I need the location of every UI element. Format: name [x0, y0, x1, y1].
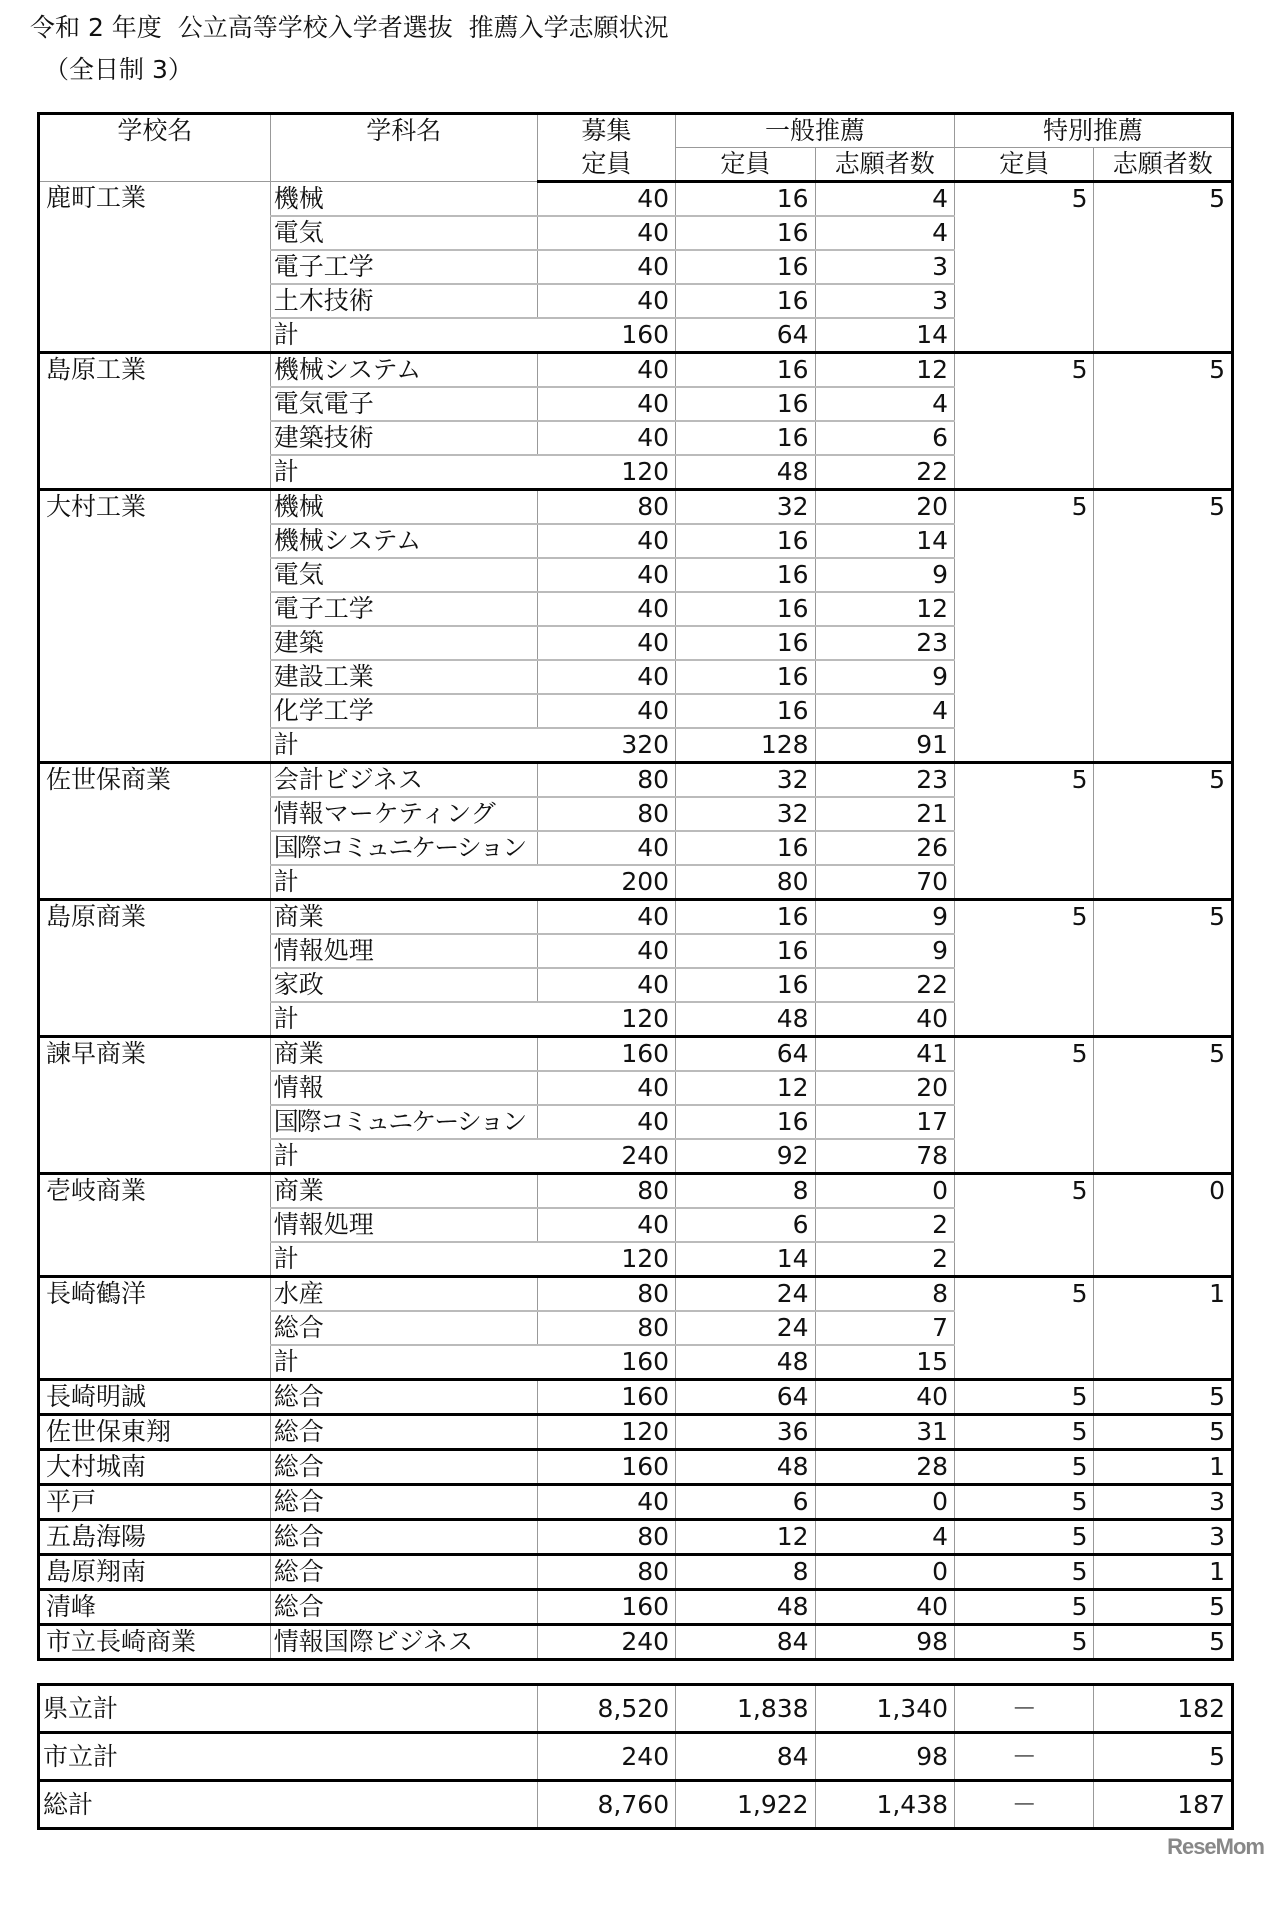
header-capacity-top: 募集: [537, 114, 675, 148]
capacity: 160: [537, 1450, 675, 1485]
general-quota: 16: [676, 934, 815, 968]
general-applicants: 4: [815, 1520, 954, 1555]
general-applicants: 4: [815, 182, 954, 217]
general-quota: 16: [676, 182, 815, 217]
special-applicants: 3: [1094, 1520, 1233, 1555]
general-applicants: 8: [815, 1277, 954, 1312]
special-applicants: 5: [1094, 900, 1233, 1037]
recommendation-applicants-table: [37, 112, 1234, 1661]
department-name: 電気: [270, 558, 537, 592]
total-label: 計: [270, 1345, 537, 1380]
table-row: [39, 1450, 1233, 1485]
department-name: 情報処理: [270, 1208, 537, 1242]
school-name: 佐世保東翔: [39, 1415, 271, 1450]
total-capacity: 120: [537, 455, 675, 490]
general-applicants: 98: [815, 1625, 954, 1660]
general-applicants: 23: [815, 763, 954, 798]
header-capacity-bottom: 定員: [537, 148, 675, 182]
special-applicants: 5: [1094, 1625, 1233, 1660]
general-applicants: 3: [815, 284, 954, 318]
summary-capacity: 240: [537, 1733, 675, 1781]
summary-capacity: 8,760: [537, 1781, 675, 1829]
total-label: 計: [270, 865, 537, 900]
resemom-watermark-logo: ReseMom: [1167, 1834, 1264, 1859]
table-row: [39, 182, 1233, 217]
capacity: 40: [537, 216, 675, 250]
tables-container: [37, 112, 1264, 1860]
total-capacity: 160: [537, 1345, 675, 1380]
summary-general-applicants: 1,438: [815, 1781, 954, 1829]
summary-blank-cell: [270, 1781, 537, 1829]
summary-special-applicants: 182: [1094, 1685, 1233, 1733]
table-row: [39, 1277, 1233, 1312]
department-name: 総合: [270, 1590, 537, 1625]
table-row: [39, 1590, 1233, 1625]
special-quota: 5: [955, 1415, 1094, 1450]
capacity: 240: [537, 1625, 675, 1660]
general-applicants: 41: [815, 1037, 954, 1072]
summary-blank-cell: [270, 1733, 537, 1781]
special-quota: 5: [955, 900, 1094, 1037]
department-name: 商業: [270, 1037, 537, 1072]
total-general-applicants: 78: [815, 1139, 954, 1174]
general-quota: 16: [676, 660, 815, 694]
capacity: 40: [537, 900, 675, 935]
table-row: [39, 1174, 1233, 1209]
total-general-applicants: 22: [815, 455, 954, 490]
summary-general-quota: 1,922: [676, 1781, 815, 1829]
capacity: 40: [537, 524, 675, 558]
general-quota: 16: [676, 1105, 815, 1139]
department-name: 土木技術: [270, 284, 537, 318]
summary-row: [39, 1781, 1233, 1829]
special-quota: 5: [955, 1450, 1094, 1485]
capacity: 40: [537, 1071, 675, 1105]
special-quota: 5: [955, 1555, 1094, 1590]
total-label: 計: [270, 1242, 537, 1277]
header-school: 学校名: [39, 114, 271, 182]
general-applicants: 0: [815, 1174, 954, 1209]
header-special-quota: 定員: [955, 148, 1094, 182]
special-applicants: 1: [1094, 1450, 1233, 1485]
department-name: 電気: [270, 216, 537, 250]
department-name: 機械システム: [270, 353, 537, 388]
general-quota: 32: [676, 490, 815, 525]
general-applicants: 9: [815, 900, 954, 935]
capacity: 40: [537, 694, 675, 728]
special-quota: 5: [955, 1590, 1094, 1625]
department-name: 国際コミュニケーション: [270, 1105, 537, 1139]
table-row: [39, 900, 1233, 935]
department-name: 商業: [270, 1174, 537, 1209]
general-applicants: 4: [815, 387, 954, 421]
capacity: 160: [537, 1037, 675, 1072]
total-general-quota: 80: [676, 865, 815, 900]
general-quota: 12: [676, 1520, 815, 1555]
capacity: 40: [537, 831, 675, 865]
special-applicants: 1: [1094, 1277, 1233, 1380]
school-name: 平戸: [39, 1485, 271, 1520]
general-quota: 16: [676, 968, 815, 1002]
summary-general-quota: 1,838: [676, 1685, 815, 1733]
summary-capacity: 8,520: [537, 1685, 675, 1733]
school-name: 長崎明誠: [39, 1380, 271, 1415]
general-applicants: 7: [815, 1311, 954, 1345]
summary-row: [39, 1685, 1233, 1733]
general-applicants: 12: [815, 353, 954, 388]
general-quota: 16: [676, 216, 815, 250]
general-quota: 16: [676, 694, 815, 728]
total-general-applicants: 15: [815, 1345, 954, 1380]
department-name: 会計ビジネス: [270, 763, 537, 798]
department-name: 総合: [270, 1311, 537, 1345]
general-quota: 48: [676, 1590, 815, 1625]
total-capacity: 120: [537, 1242, 675, 1277]
total-capacity: 320: [537, 728, 675, 763]
capacity: 40: [537, 592, 675, 626]
capacity: 120: [537, 1415, 675, 1450]
table-row: [39, 490, 1233, 525]
total-label: 計: [270, 455, 537, 490]
total-label: 計: [270, 728, 537, 763]
capacity: 40: [537, 1485, 675, 1520]
department-name: 情報マーケティング: [270, 797, 537, 831]
total-label: 計: [270, 1139, 537, 1174]
special-quota: 5: [955, 182, 1094, 353]
capacity: 80: [537, 1174, 675, 1209]
special-quota: 5: [955, 1520, 1094, 1555]
capacity: 40: [537, 968, 675, 1002]
capacity: 160: [537, 1380, 675, 1415]
general-applicants: 22: [815, 968, 954, 1002]
total-general-applicants: 14: [815, 318, 954, 353]
capacity: 40: [537, 353, 675, 388]
capacity: 40: [537, 558, 675, 592]
special-quota: 5: [955, 1485, 1094, 1520]
school-name: 鹿町工業: [39, 182, 271, 353]
total-general-quota: 14: [676, 1242, 815, 1277]
school-name: 島原工業: [39, 353, 271, 490]
total-capacity: 240: [537, 1139, 675, 1174]
summary-general-applicants: 1,340: [815, 1685, 954, 1733]
total-general-quota: 48: [676, 1345, 815, 1380]
general-quota: 12: [676, 1071, 815, 1105]
general-quota: 16: [676, 831, 815, 865]
capacity: 160: [537, 1590, 675, 1625]
special-quota: 5: [955, 490, 1094, 763]
general-quota: 32: [676, 797, 815, 831]
department-name: 水産: [270, 1277, 537, 1312]
general-applicants: 23: [815, 626, 954, 660]
general-quota: 6: [676, 1485, 815, 1520]
school-name: 佐世保商業: [39, 763, 271, 900]
general-quota: 36: [676, 1415, 815, 1450]
header-general-applicants: 志願者数: [815, 148, 954, 182]
general-quota: 16: [676, 626, 815, 660]
total-general-quota: 92: [676, 1139, 815, 1174]
special-quota: 5: [955, 353, 1094, 490]
total-label: 計: [270, 1002, 537, 1037]
summary-label: 県立計: [39, 1685, 271, 1733]
capacity: 40: [537, 250, 675, 284]
department-name: 国際コミュニケーション: [270, 831, 537, 865]
special-applicants: 5: [1094, 490, 1233, 763]
header-dept: 学科名: [270, 114, 537, 182]
department-name: 情報: [270, 1071, 537, 1105]
capacity: 40: [537, 182, 675, 217]
capacity: 80: [537, 490, 675, 525]
total-general-applicants: 40: [815, 1002, 954, 1037]
general-applicants: 2: [815, 1208, 954, 1242]
total-capacity: 120: [537, 1002, 675, 1037]
general-applicants: 4: [815, 216, 954, 250]
total-general-applicants: 2: [815, 1242, 954, 1277]
general-applicants: 9: [815, 660, 954, 694]
general-applicants: 9: [815, 558, 954, 592]
general-applicants: 0: [815, 1555, 954, 1590]
general-quota: 8: [676, 1174, 815, 1209]
department-name: 総合: [270, 1485, 537, 1520]
general-applicants: 14: [815, 524, 954, 558]
general-quota: 16: [676, 558, 815, 592]
department-name: 総合: [270, 1380, 537, 1415]
capacity: 40: [537, 626, 675, 660]
table-row: [39, 763, 1233, 798]
special-applicants: 5: [1094, 353, 1233, 490]
table-row: [39, 1380, 1233, 1415]
header-general-quota: 定員: [676, 148, 815, 182]
summary-special-quota: －: [955, 1685, 1094, 1733]
general-quota: 64: [676, 1380, 815, 1415]
department-name: 機械システム: [270, 524, 537, 558]
capacity: 80: [537, 1311, 675, 1345]
special-applicants: 0: [1094, 1174, 1233, 1277]
general-quota: 16: [676, 524, 815, 558]
page-subtitle: （全日制 3）: [44, 55, 193, 84]
department-name: 総合: [270, 1520, 537, 1555]
general-quota: 32: [676, 763, 815, 798]
department-name: 機械: [270, 182, 537, 217]
summary-special-applicants: 5: [1094, 1733, 1233, 1781]
header-special: 特別推薦: [955, 114, 1233, 148]
general-applicants: 21: [815, 797, 954, 831]
school-name: 島原翔南: [39, 1555, 271, 1590]
department-name: 電気電子: [270, 387, 537, 421]
special-applicants: 3: [1094, 1485, 1233, 1520]
special-quota: 5: [955, 1037, 1094, 1174]
general-quota: 16: [676, 900, 815, 935]
general-quota: 16: [676, 421, 815, 455]
summary-special-quota: －: [955, 1781, 1094, 1829]
department-name: 機械: [270, 490, 537, 525]
summary-label: 総計: [39, 1781, 271, 1829]
total-capacity: 200: [537, 865, 675, 900]
special-applicants: 5: [1094, 1415, 1233, 1450]
capacity: 80: [537, 1277, 675, 1312]
general-applicants: 26: [815, 831, 954, 865]
department-name: 建築: [270, 626, 537, 660]
summary-row: [39, 1733, 1233, 1781]
table-row: [39, 353, 1233, 388]
general-quota: 16: [676, 250, 815, 284]
special-applicants: 5: [1094, 182, 1233, 353]
school-name: 島原商業: [39, 900, 271, 1037]
general-quota: 16: [676, 387, 815, 421]
general-quota: 16: [676, 284, 815, 318]
general-applicants: 20: [815, 490, 954, 525]
department-name: 商業: [270, 900, 537, 935]
general-quota: 24: [676, 1311, 815, 1345]
summary-special-applicants: 187: [1094, 1781, 1233, 1829]
total-capacity: 160: [537, 318, 675, 353]
general-quota: 48: [676, 1450, 815, 1485]
capacity: 80: [537, 763, 675, 798]
general-applicants: 31: [815, 1415, 954, 1450]
capacity: 80: [537, 1520, 675, 1555]
school-name: 市立長崎商業: [39, 1625, 271, 1660]
department-name: 化学工学: [270, 694, 537, 728]
general-applicants: 6: [815, 421, 954, 455]
capacity: 40: [537, 1105, 675, 1139]
department-name: 建築技術: [270, 421, 537, 455]
total-label: 計: [270, 318, 537, 353]
total-general-quota: 128: [676, 728, 815, 763]
special-quota: 5: [955, 1277, 1094, 1380]
general-applicants: 28: [815, 1450, 954, 1485]
general-applicants: 20: [815, 1071, 954, 1105]
special-applicants: 5: [1094, 763, 1233, 900]
general-quota: 16: [676, 353, 815, 388]
summary-blank-cell: [270, 1685, 537, 1733]
special-applicants: 5: [1094, 1590, 1233, 1625]
general-quota: 16: [676, 592, 815, 626]
summary-general-quota: 84: [676, 1733, 815, 1781]
department-name: 電子工学: [270, 592, 537, 626]
page-title: 令和 2 年度 公立高等学校入学者選抜 推薦入学志願状況: [30, 13, 669, 42]
special-quota: 5: [955, 1174, 1094, 1277]
department-name: 家政: [270, 968, 537, 1002]
capacity: 40: [537, 660, 675, 694]
special-applicants: 1: [1094, 1555, 1233, 1590]
capacity: 40: [537, 284, 675, 318]
table-row: [39, 1037, 1233, 1072]
total-general-applicants: 91: [815, 728, 954, 763]
total-general-quota: 64: [676, 318, 815, 353]
department-name: 建設工業: [270, 660, 537, 694]
capacity: 80: [537, 1555, 675, 1590]
general-quota: 84: [676, 1625, 815, 1660]
school-name: 諫早商業: [39, 1037, 271, 1174]
department-name: 総合: [270, 1415, 537, 1450]
header-general: 一般推薦: [676, 114, 955, 148]
table-row: [39, 1520, 1233, 1555]
general-applicants: 3: [815, 250, 954, 284]
total-general-applicants: 70: [815, 865, 954, 900]
total-general-quota: 48: [676, 1002, 815, 1037]
summary-special-quota: －: [955, 1733, 1094, 1781]
capacity: 40: [537, 1208, 675, 1242]
school-name: 大村城南: [39, 1450, 271, 1485]
general-quota: 64: [676, 1037, 815, 1072]
capacity: 40: [537, 421, 675, 455]
department-name: 情報処理: [270, 934, 537, 968]
school-name: 五島海陽: [39, 1520, 271, 1555]
table-row: [39, 1625, 1233, 1660]
general-quota: 24: [676, 1277, 815, 1312]
capacity: 40: [537, 934, 675, 968]
school-name: 壱岐商業: [39, 1174, 271, 1277]
department-name: 総合: [270, 1450, 537, 1485]
summary-label: 市立計: [39, 1733, 271, 1781]
special-quota: 5: [955, 1380, 1094, 1415]
special-applicants: 5: [1094, 1380, 1233, 1415]
general-applicants: 4: [815, 694, 954, 728]
capacity: 80: [537, 797, 675, 831]
total-general-quota: 48: [676, 455, 815, 490]
special-applicants: 5: [1094, 1037, 1233, 1174]
school-name: 清峰: [39, 1590, 271, 1625]
capacity: 40: [537, 387, 675, 421]
school-name: 長崎鶴洋: [39, 1277, 271, 1380]
general-applicants: 12: [815, 592, 954, 626]
department-name: 情報国際ビジネス: [270, 1625, 537, 1660]
summary-general-applicants: 98: [815, 1733, 954, 1781]
general-applicants: 9: [815, 934, 954, 968]
summary-table: [37, 1683, 1234, 1830]
special-quota: 5: [955, 763, 1094, 900]
general-quota: 8: [676, 1555, 815, 1590]
department-name: 総合: [270, 1555, 537, 1590]
general-applicants: 17: [815, 1105, 954, 1139]
general-applicants: 40: [815, 1380, 954, 1415]
table-row: [39, 1555, 1233, 1590]
table-row: [39, 1415, 1233, 1450]
table-row: [39, 1485, 1233, 1520]
general-quota: 6: [676, 1208, 815, 1242]
school-name: 大村工業: [39, 490, 271, 763]
special-quota: 5: [955, 1625, 1094, 1660]
general-applicants: 0: [815, 1485, 954, 1520]
header-special-applicants: 志願者数: [1094, 148, 1233, 182]
department-name: 電子工学: [270, 250, 537, 284]
general-applicants: 40: [815, 1590, 954, 1625]
